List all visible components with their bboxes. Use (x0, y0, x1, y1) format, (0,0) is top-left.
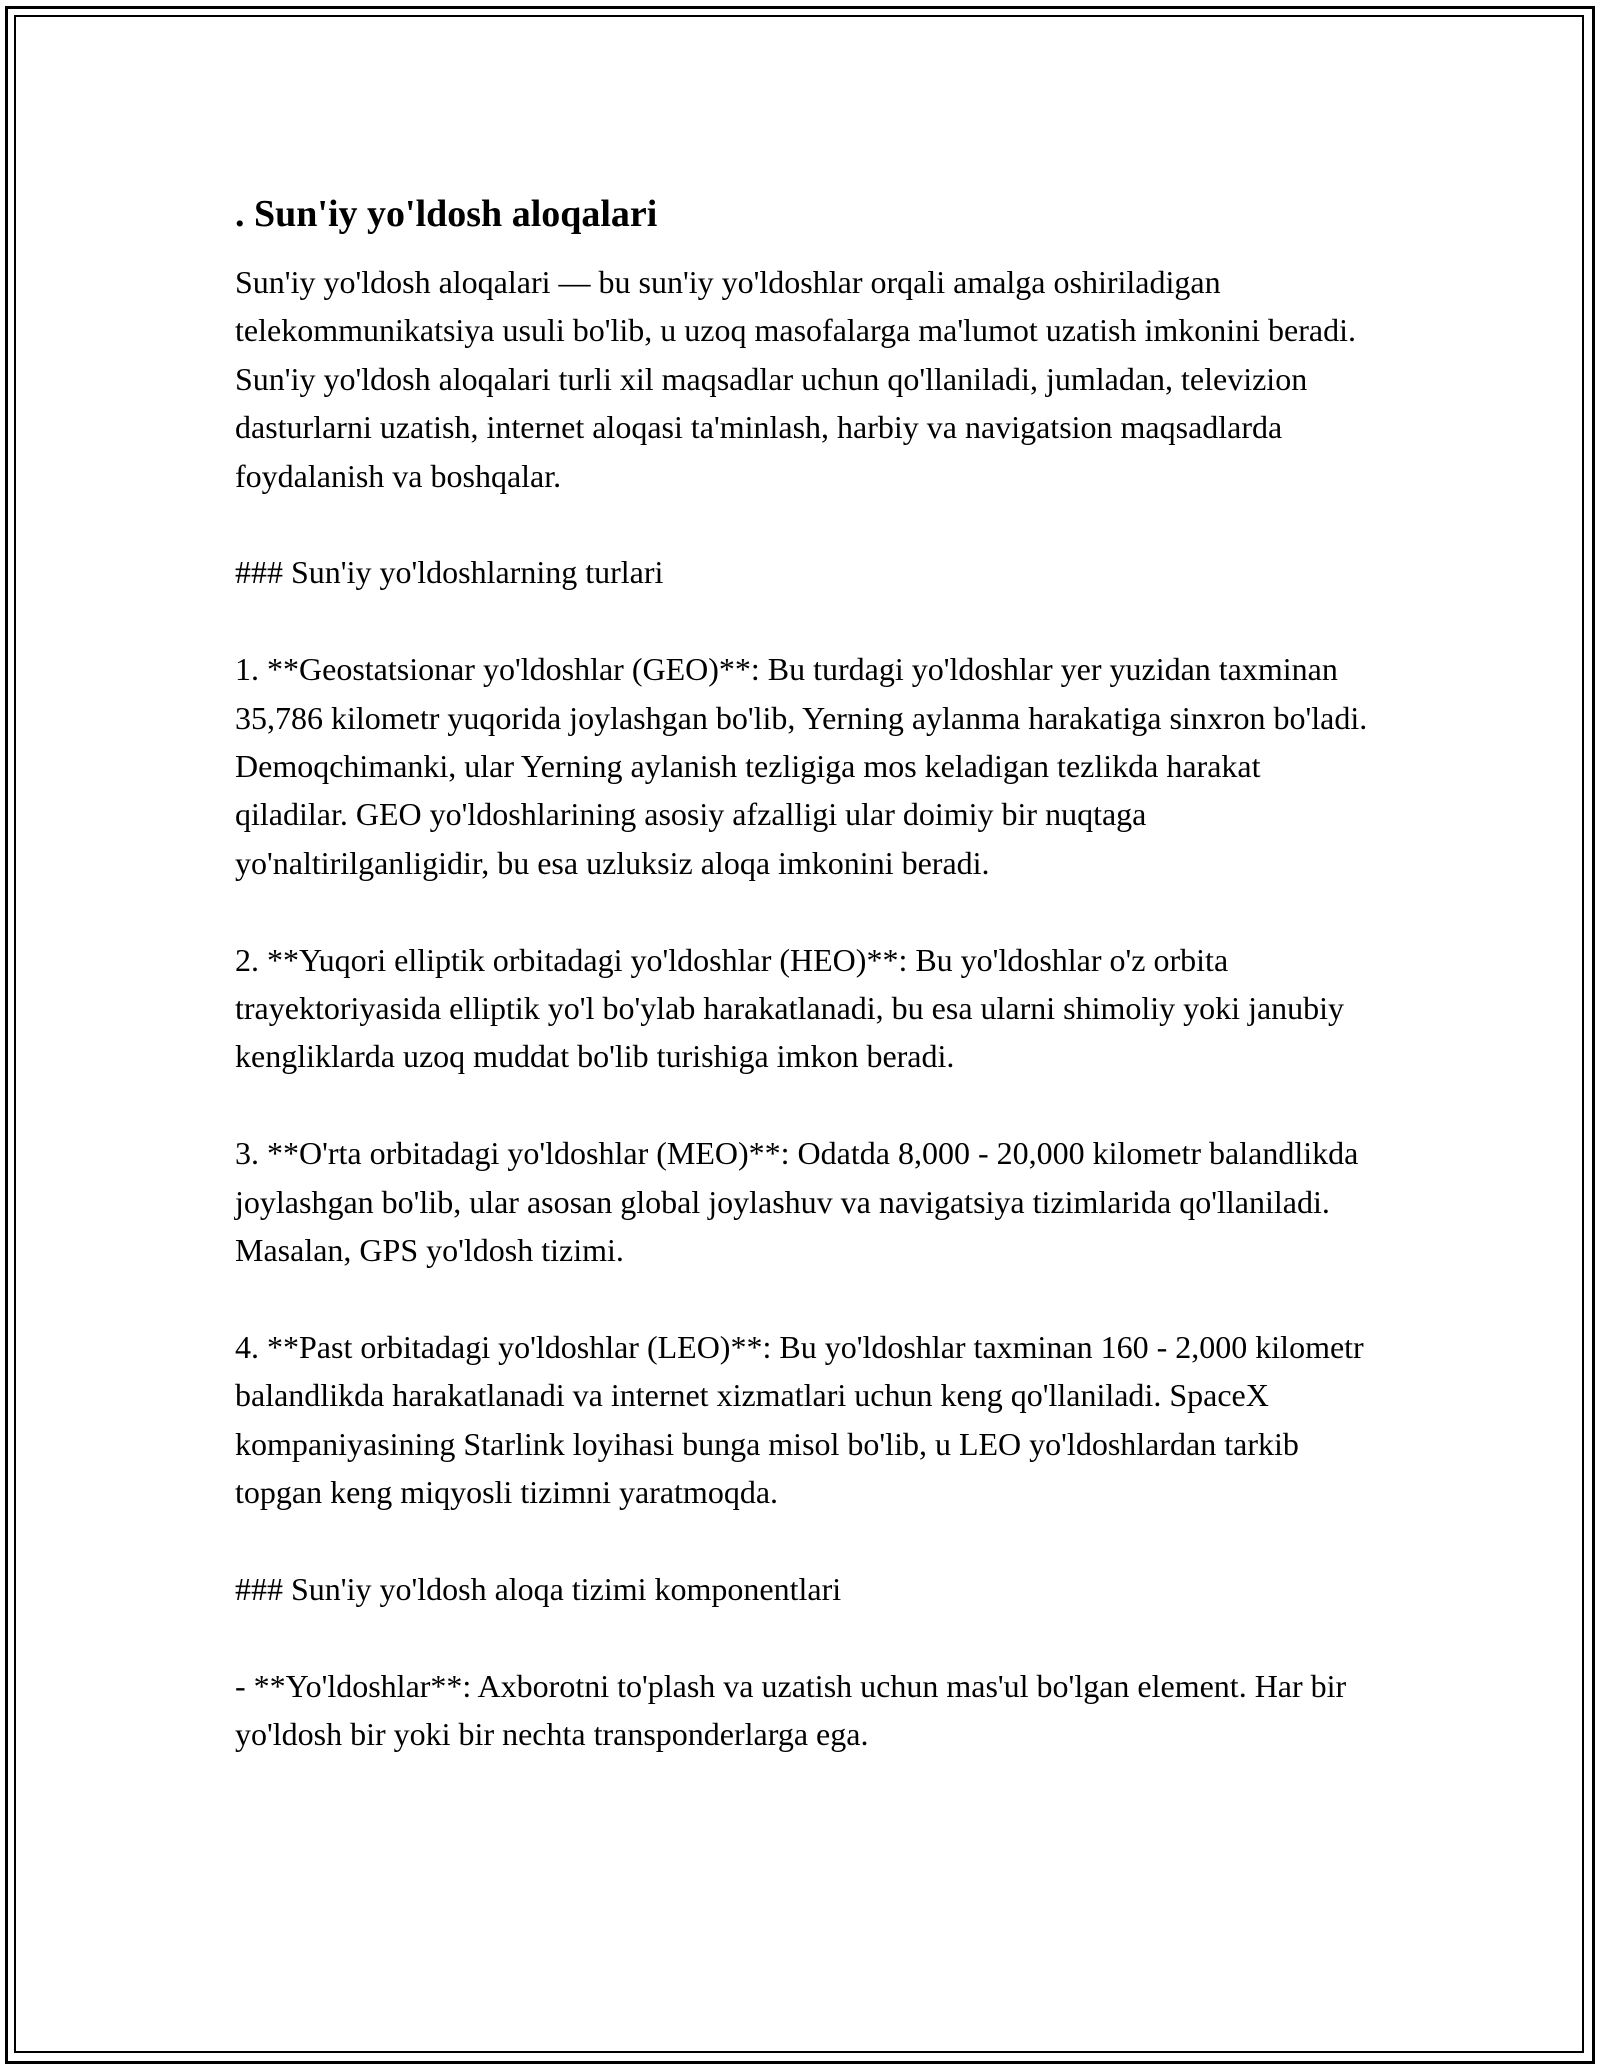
document-body (235, 190, 1375, 1807)
list-item-heo: 2. **Yuqori elliptik orbitadagi yo'ldoshlar (HEO)**: Bu yo'ldoshlar o'z orbita trayektoriyasida elliptik yo'l bo'ylab harakatlanadi, bu esa ularni shimoliy yoki janubiy kengliklarda uzoq muddat bo'lib turishiga imkon beradi. (235, 941, 1345, 1075)
list-item-geo: 1. **Geostatsionar yo'ldoshlar (GEO)**: Bu turdagi yo'ldoshlar yer yuzidan taxminan 35,786 kilometr yuqorida joylashgan bo'lib, Yerning aylanma harakatiga sinxron bo'ladi. Demoqchimanki, ular Yerning aylanish tezligiga mos keladigan tezlikda harakat qiladilar. GEO yo'ldoshlarining asosiy afzalligi ular doimiy bir nuqtaga yo'naltirilganligidir, bu esa uzluksiz aloqa imkonini beradi. (235, 651, 1368, 881)
section-heading-components: ### Sun'iy yo'ldosh aloqa tizimi komponentlari (235, 1570, 842, 1607)
section-heading-types: ### Sun'iy yo'ldoshlarning turlari (235, 554, 664, 591)
bullet-item-satellites: - **Yo'ldoshlar**: Axborotni to'plash va uzatish uchun mas'ul bo'lgan element. Har bir yo'ldosh bir yoki bir nechta transponderlarga ega. (235, 1667, 1347, 1753)
page-title: . Sun'iy yo'ldosh aloqalari (235, 193, 658, 235)
list-item-leo: 4. **Past orbitadagi yo'ldoshlar (LEO)**: Bu yo'ldoshlar taxminan 160 - 2,000 kilometr balandlikda harakatlanadi va internet xizmatlari uchun keng qo'llaniladi. SpaceX kompaniyasining Starlink loyihasi bunga misol bo'lib, u LEO yo'ldoshlardan tarkib topgan keng miqyosli tizimni yaratmoqda. (235, 1328, 1364, 1511)
list-item-meo: 3. **O'rta orbitadagi yo'ldoshlar (MEO)**: Odatda 8,000 - 20,000 kilometr balandlikda joylashgan bo'lib, ular asosan global joylashuv va navigatsiya tizimlarida qo'llaniladi. Masalan, GPS yo'ldosh tizimi. (235, 1135, 1359, 1269)
intro-paragraph: Sun'iy yo'ldosh aloqalari — bu sun'iy yo'ldoshlar orqali amalga oshiriladigan telekommunikatsiya usuli bo'lib, u uzoq masofalarga ma'lumot uzatish imkonini beradi. Sun'iy yo'ldosh aloqalari turli xil maqsadlar uchun qo'llaniladi, jumladan, televizion dasturlarni uzatish, internet aloqasi ta'minlash, harbiy va navigatsion maqsadlarda foydalanish va boshqalar. (235, 264, 1356, 494)
